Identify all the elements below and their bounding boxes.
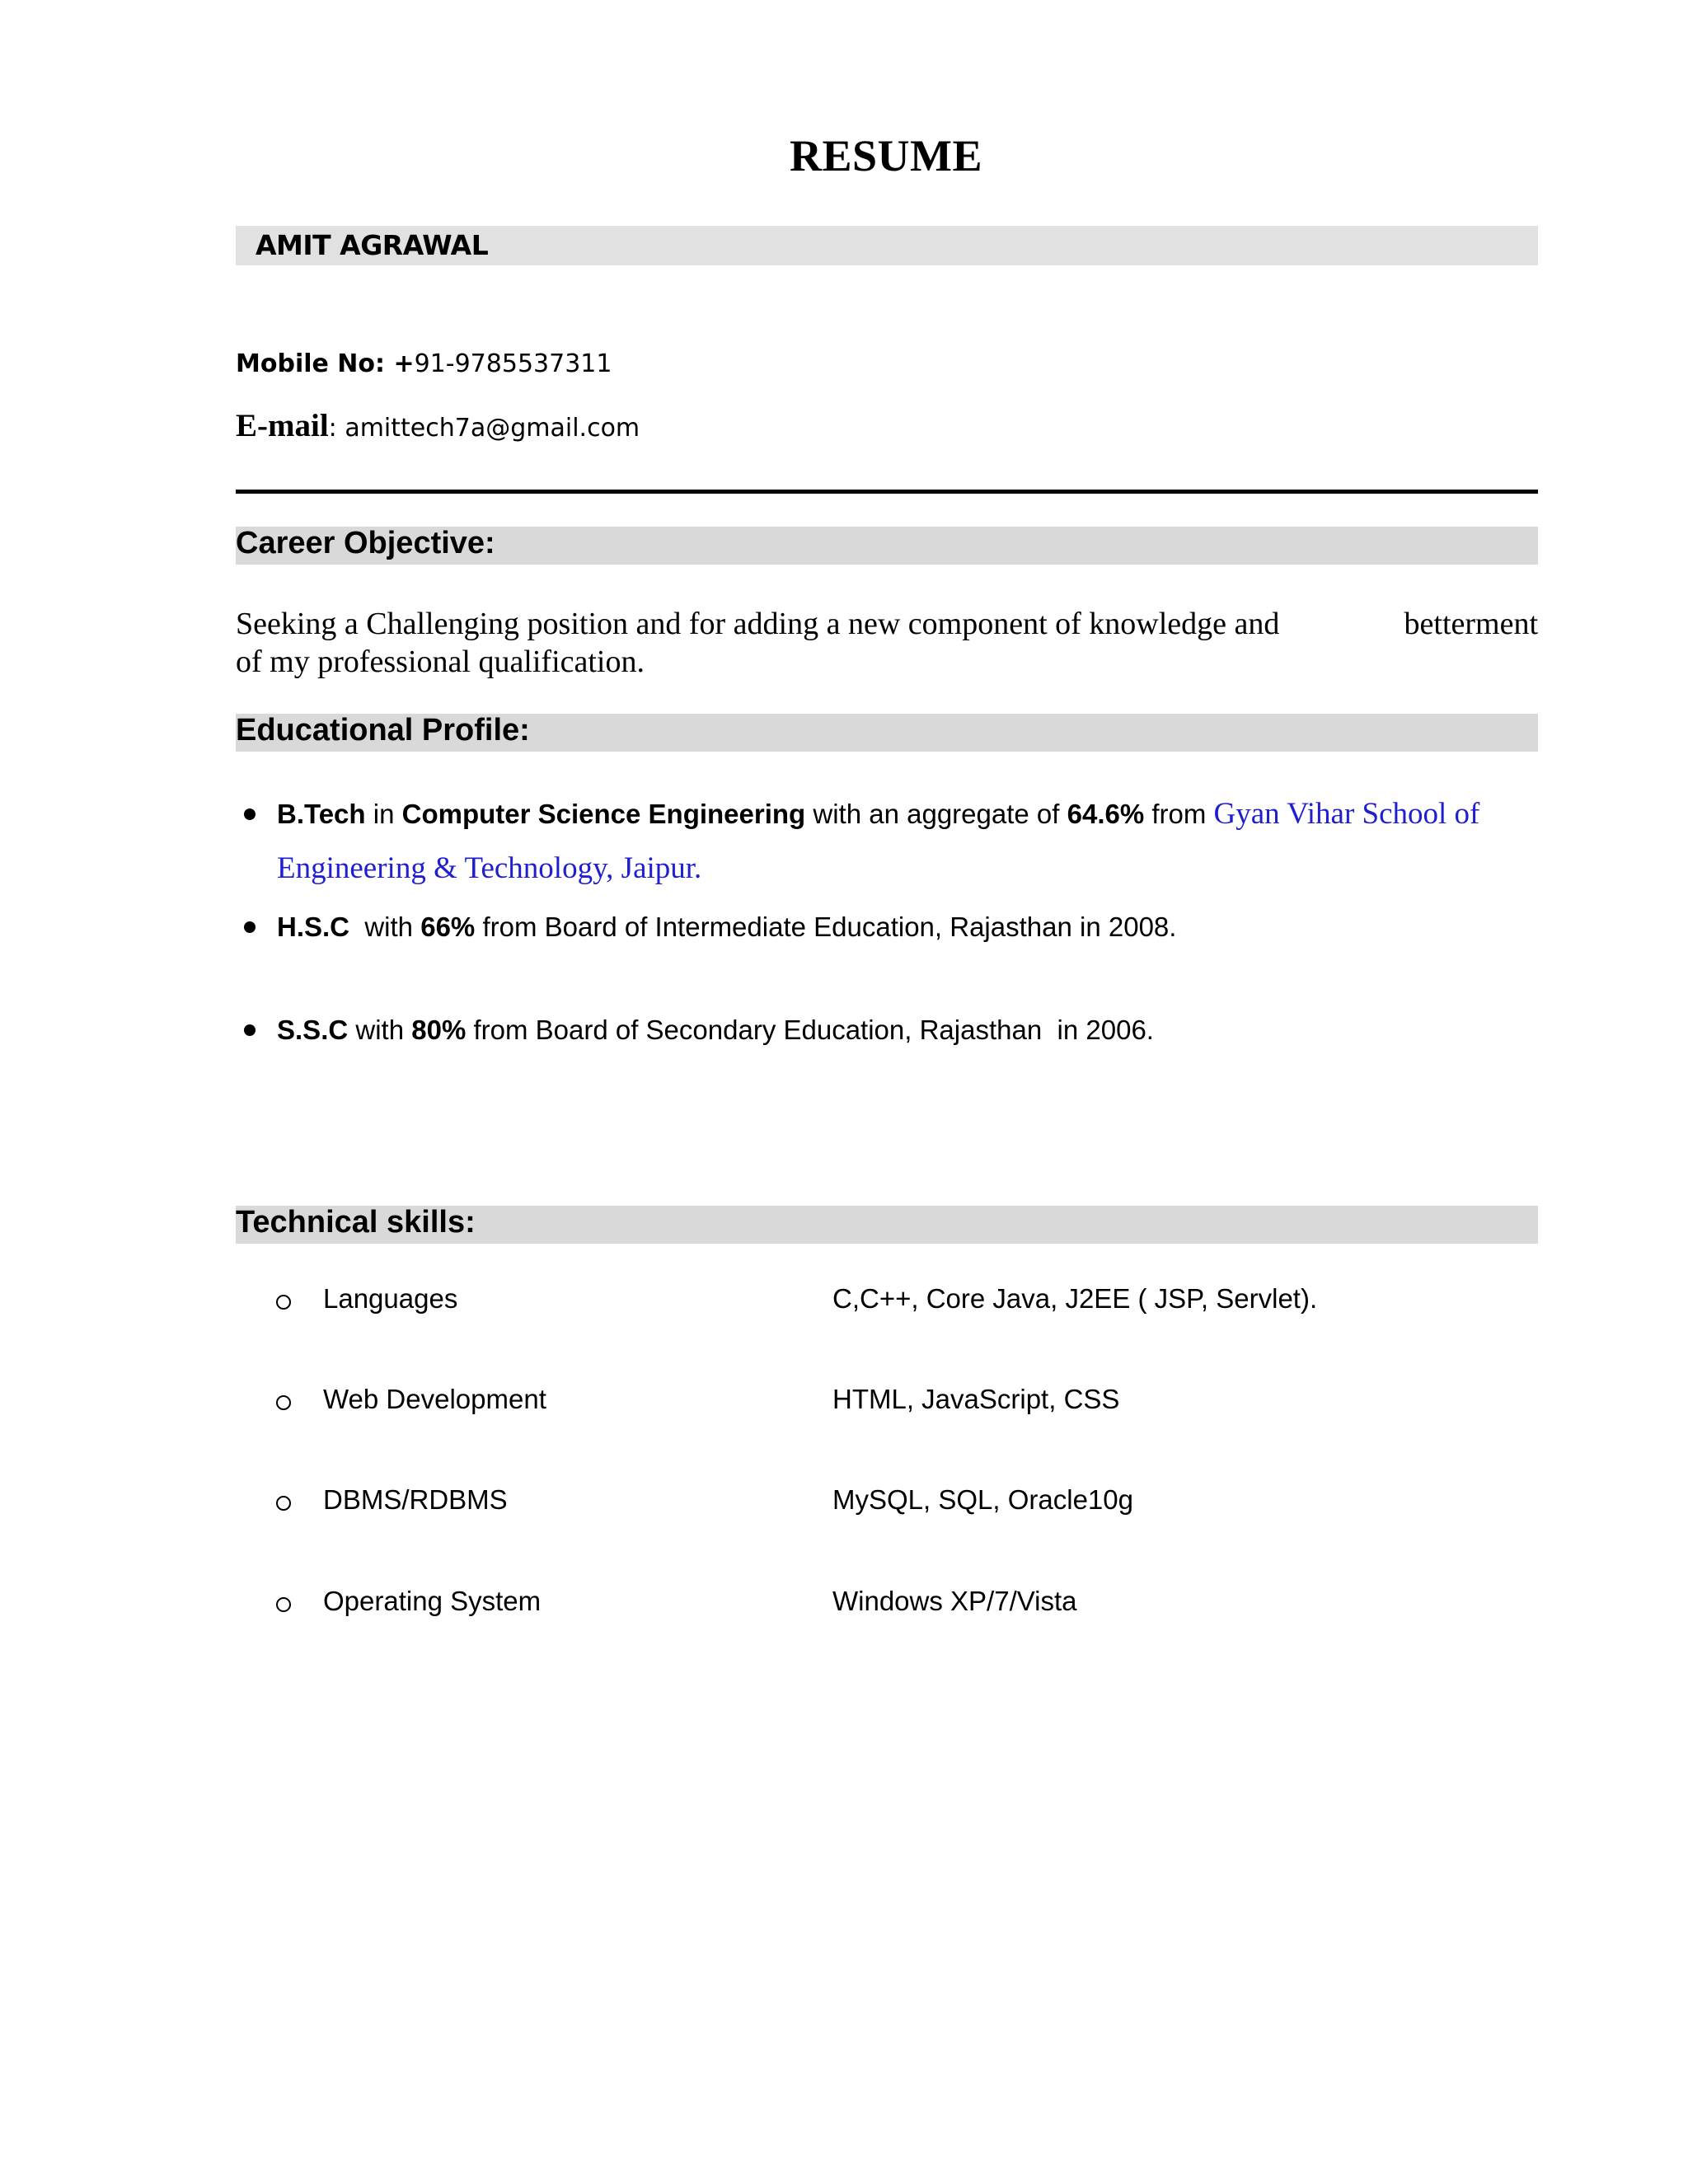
- degree: S.S.C: [277, 1015, 349, 1045]
- email-value: amittech7a@gmail.com: [336, 414, 640, 443]
- edu-text: in: [365, 799, 402, 829]
- edu-text: with: [348, 1015, 412, 1045]
- list-item: [236, 1003, 1538, 1057]
- objective-line-2: of my professional qualification.: [236, 644, 645, 679]
- edu-text: from: [1144, 799, 1214, 829]
- skill-value: HTML, JavaScript, CSS: [832, 1384, 1120, 1414]
- mobile-label: Mobile No: +: [236, 349, 415, 378]
- mobile-value: 91-9785537311: [414, 349, 612, 378]
- candidate-name: AMIT AGRAWAL: [256, 229, 489, 261]
- career-objective-bar: [236, 527, 1538, 565]
- skill-row: [236, 1484, 1538, 1526]
- skill-value: Windows XP/7/Vista: [832, 1586, 1077, 1616]
- circle-bullet-icon: [276, 1597, 291, 1612]
- skill-row: [236, 1586, 1538, 1627]
- score: 66%: [420, 912, 476, 942]
- skill-name: Operating System: [323, 1586, 542, 1616]
- edu-text: from Board of Secondary Education, Rajasthan in 2006.: [466, 1015, 1154, 1045]
- skill-value: MySQL, SQL, Oracle10g: [832, 1484, 1133, 1515]
- skill-name: Languages: [323, 1283, 458, 1314]
- education-bar: [236, 714, 1538, 752]
- name-banner: [236, 226, 1538, 265]
- institution-link[interactable]: Engineering & Technology, Jaipur.: [277, 851, 702, 885]
- divider: [236, 490, 1538, 494]
- circle-bullet-icon: [276, 1395, 291, 1410]
- page-title: RESUME: [789, 131, 983, 180]
- degree: B.Tech: [277, 799, 366, 829]
- field: Computer Science Engineering: [401, 799, 806, 829]
- skill-value: C,C++, Core Java, J2EE ( JSP, Servlet).: [832, 1283, 1318, 1314]
- objective-line-1b: betterment: [1404, 607, 1538, 641]
- mobile-line: [236, 349, 612, 378]
- education-heading: Educational Profile:: [236, 713, 530, 748]
- career-objective-heading: Career Objective:: [236, 526, 495, 560]
- skill-row: [236, 1283, 1538, 1324]
- edu-text: from Board of Intermediate Education, Rajasthan in 2008.: [475, 912, 1177, 942]
- institution-link[interactable]: Gyan Vihar School of: [1213, 797, 1480, 831]
- list-item: [236, 787, 1538, 896]
- edu-text: with: [349, 912, 421, 942]
- circle-bullet-icon: [276, 1295, 291, 1310]
- degree: H.S.C: [277, 912, 350, 942]
- bullet-icon: [244, 921, 256, 933]
- skill-row: [236, 1384, 1538, 1425]
- bullet-icon: [244, 1024, 256, 1036]
- email-label: E-mail: [236, 408, 329, 443]
- score: 64.6%: [1067, 799, 1145, 829]
- career-objective-text: [236, 605, 1538, 681]
- email-line: [236, 407, 640, 444]
- score: 80%: [411, 1015, 467, 1045]
- email-separator: :: [328, 414, 337, 443]
- list-item: [236, 900, 1538, 954]
- bullet-icon: [244, 808, 256, 820]
- skill-name: DBMS/RDBMS: [323, 1484, 508, 1515]
- technical-skills-bar: [236, 1206, 1538, 1244]
- objective-line-1a: Seeking a Challenging position and for adding a new component of knowledge and: [236, 607, 1280, 641]
- edu-text: with an aggregate of: [805, 799, 1067, 829]
- skill-name: Web Development: [323, 1384, 546, 1414]
- circle-bullet-icon: [276, 1496, 291, 1511]
- technical-skills-heading: Technical skills:: [236, 1205, 476, 1240]
